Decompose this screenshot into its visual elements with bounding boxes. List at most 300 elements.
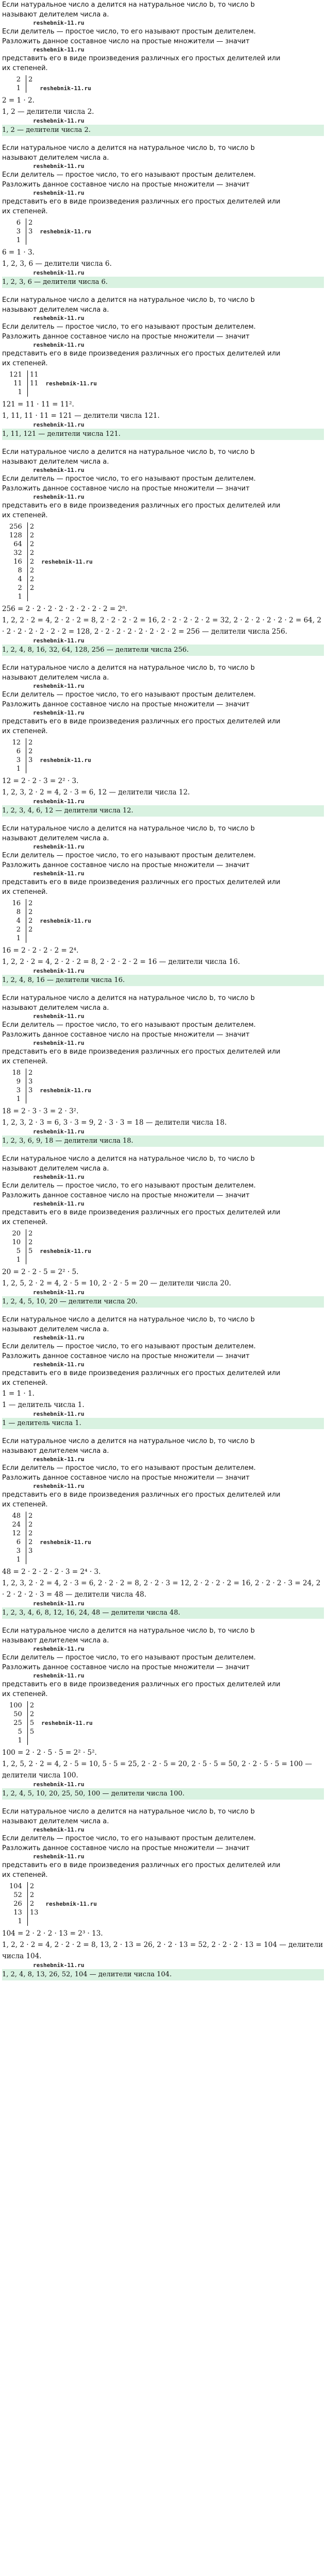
factorization-row xyxy=(7,584,97,592)
prime-factor-cell: 2 xyxy=(29,549,35,557)
dividend-cell: 121 xyxy=(7,370,27,379)
watermark: reshebnik-11.ru xyxy=(33,269,85,276)
watermark: reshebnik-11.ru xyxy=(33,315,85,321)
intro-line: представить его в виде произведения различных его простых делителей или xyxy=(2,1209,281,1216)
intro-line: Разложить данное составное число на простые множители — значит xyxy=(2,1031,250,1039)
factorization-table xyxy=(7,1069,96,1104)
answer-line: 1, 2, 4, 5, 10, 20 — делители числа 20. xyxy=(2,1296,324,1308)
factorization-row xyxy=(7,575,97,584)
intro-line: Разложить данное составное число на простые множители — значит xyxy=(2,1192,250,1199)
intro-line: Если делитель — простое число, то его называют простым делителем. xyxy=(2,1654,256,1662)
factorization-row xyxy=(7,227,96,236)
dividend-cell: 4 xyxy=(7,917,26,925)
intro-line: представить его в виде произведения различных его простых делителей или xyxy=(2,198,281,206)
watermark: reshebnik-11.ru xyxy=(33,1646,85,1652)
intro-line: называют делителем числа a. xyxy=(2,11,109,19)
intro-line: Если делитель — простое число, то его называют простым делителем. xyxy=(2,171,256,179)
prime-factor-cell: 3 xyxy=(28,1087,33,1094)
dividend-cell: 16 xyxy=(7,557,27,566)
intro-line: их степеней. xyxy=(2,1058,48,1065)
dividend-cell: 24 xyxy=(7,1520,26,1529)
intro-line: Если натуральное число a делится на натуральное число b, то число b xyxy=(2,448,255,456)
dividend-cell: 5 xyxy=(7,1727,27,1736)
prime-factor-cell: 2 xyxy=(29,575,35,583)
dividend-cell: 48 xyxy=(7,1512,26,1520)
factorization-row xyxy=(7,549,97,557)
prime-factor-cell: 2 xyxy=(28,900,33,907)
dividend-cell: 100 xyxy=(7,1701,27,1710)
solution-line: 1, 2, 2 · 2 = 4, 2 · 2 · 2 = 8, 2 · 2 · 2 · 2 = 16, 2 · 2 · 2 · 2 · 2 = 32, 2 · 2 · 2 · 2 · 2 · 2 = 64, 2 · 2 · 2 · 2 · 2 · 2 · 2 = 128, 2 · 2 · 2 · 2 · 2 · 2 · 2 · 2 = 256 — делители числа 256. xyxy=(2,616,321,636)
factorization-row xyxy=(7,765,96,773)
intro-line: Разложить данное составное число на простые множители — значит xyxy=(2,38,250,45)
factorization-table xyxy=(7,1512,96,1564)
prime-factor-cell xyxy=(27,1917,43,1926)
factorization-row xyxy=(7,756,96,765)
watermark: reshebnik-11.ru xyxy=(33,1456,85,1463)
watermark: reshebnik-11.ru xyxy=(33,163,85,170)
answer-line: 1, 2 — делители числа 2. xyxy=(2,125,324,136)
intro-line: Если делитель — простое число, то его называют простым делителем. xyxy=(2,28,256,36)
watermark: reshebnik-11.ru xyxy=(45,380,97,387)
factorization-row xyxy=(7,1256,96,1264)
factorization-row xyxy=(7,522,97,531)
dividend-cell: 2 xyxy=(7,925,26,934)
factorization-row xyxy=(7,84,96,93)
solution-section xyxy=(2,663,324,817)
prime-factor-cell: 2 xyxy=(29,1900,35,1908)
intro-line: Разложить данное составное число на простые множители — значит xyxy=(2,181,250,189)
intro-line: называют делителем числа a. xyxy=(2,674,109,682)
prime-factor-cell: 2 xyxy=(28,1530,33,1537)
factorization-row xyxy=(7,738,96,747)
prime-factor-cell: 2 xyxy=(28,1069,33,1077)
solution-line: 121 = 11 · 11 = 11². xyxy=(2,400,74,409)
dividend-cell: 6 xyxy=(7,1538,26,1547)
watermark: reshebnik-11.ru xyxy=(33,1361,85,1368)
factorization-row xyxy=(7,1891,102,1900)
solution-line: 1, 11, 11 · 11 = 121 — делители числа 121. xyxy=(2,412,160,420)
prime-factor-cell: 3 xyxy=(28,228,33,235)
intro-line: называют делителем числа a. xyxy=(2,1326,109,1333)
prime-factor-cell: 2 xyxy=(28,748,33,755)
watermark: reshebnik-11.ru xyxy=(41,558,93,565)
watermark: reshebnik-11.ru xyxy=(33,1040,85,1046)
factorization-row xyxy=(7,236,96,245)
intro-line: Если натуральное число a делится на натуральное число b, то число b xyxy=(2,144,255,152)
solution-line: 1, 2, 3, 2 · 3 = 6, 3 · 3 = 9, 2 · 3 · 3 = 18 — делители числа 18. xyxy=(2,1118,227,1127)
solution-line: 16 = 2 · 2 · 2 · 2 = 2⁴. xyxy=(2,946,79,955)
answer-line: 1, 2, 3, 4, 6, 8, 12, 16, 24, 48 — делители числа 48. xyxy=(2,1607,324,1619)
prime-factor-cell: 2 xyxy=(29,1710,35,1718)
solution-section xyxy=(2,824,324,986)
factorization-row xyxy=(7,925,96,934)
solution-line: 12 = 2 · 2 · 3 = 2² · 3. xyxy=(2,777,79,785)
factorization-row xyxy=(7,1538,96,1547)
dividend-cell: 1 xyxy=(7,388,27,397)
prime-factor-cell xyxy=(26,765,38,773)
dividend-cell: 20 xyxy=(7,1229,26,1238)
watermark: reshebnik-11.ru xyxy=(33,1962,85,1969)
intro-line: Если натуральное число a делится на натуральное число b, то число b xyxy=(2,1627,255,1635)
answer-line: 1, 2, 4, 5, 10, 20, 25, 50, 100 — делители числа 100. xyxy=(2,1788,324,1800)
dividend-cell: 50 xyxy=(7,1710,27,1719)
intro-line: называют делителем числа a. xyxy=(2,835,109,842)
factorization-row xyxy=(7,908,96,917)
prime-factor-cell xyxy=(26,236,38,245)
intro-line: представить его в виде произведения различных его простых делителей или xyxy=(2,502,281,510)
prime-factor-cell: 3 xyxy=(28,1547,33,1555)
intro-line: Если натуральное число a делится на натуральное число b, то число b xyxy=(2,296,255,304)
prime-factor-cell: 2 xyxy=(29,1891,35,1899)
dividend-cell: 11 xyxy=(7,379,27,388)
watermark: reshebnik-11.ru xyxy=(33,637,85,644)
dividend-cell: 13 xyxy=(7,1908,27,1917)
prime-factor-cell: 2 xyxy=(28,1512,33,1520)
dividend-cell: 6 xyxy=(7,218,26,227)
prime-factor-cell: 2 xyxy=(29,567,35,574)
solution-line: 100 = 2 · 2 · 5 · 5 = 2² · 5². xyxy=(2,1749,97,1757)
watermark: reshebnik-11.ru xyxy=(33,1289,85,1296)
solution-section xyxy=(2,1626,324,1800)
dividend-cell: 10 xyxy=(7,1238,26,1247)
prime-factor-cell: 2 xyxy=(28,1538,33,1546)
prime-factor-cell xyxy=(26,1256,38,1264)
intro-line: Разложить данное составное число на простые множители — значит xyxy=(2,333,250,341)
factorization-row xyxy=(7,566,97,575)
dividend-cell: 16 xyxy=(7,899,26,908)
solution-line: 1, 2, 5, 2 · 2 = 4, 2 · 5 = 10, 2 · 2 · 5 = 20 — делители числа 20. xyxy=(2,1279,232,1287)
solution-line: 20 = 2 · 2 · 5 = 2² · 5. xyxy=(2,1268,79,1276)
solution-line: 18 = 2 · 3 · 3 = 2 · 3². xyxy=(2,1107,79,1115)
intro-line: их степеней. xyxy=(2,360,48,367)
watermark: reshebnik-11.ru xyxy=(33,968,85,974)
intro-line: Если натуральное число a делится на натуральное число b, то число b xyxy=(2,664,255,672)
factorization-row xyxy=(7,1229,96,1238)
dividend-cell: 18 xyxy=(7,1069,26,1077)
prime-factor-cell: 2 xyxy=(28,76,33,83)
dividend-cell: 32 xyxy=(7,549,27,557)
dividend-cell: 1 xyxy=(7,1736,27,1745)
solution-line: 6 = 1 · 3. xyxy=(2,248,35,257)
factorization-row xyxy=(7,1701,97,1710)
watermark: reshebnik-11.ru xyxy=(33,1483,85,1489)
answer-line: 1, 2, 3, 6 — делители числа 6. xyxy=(2,277,324,288)
watermark: reshebnik-11.ru xyxy=(33,1600,85,1607)
prime-factor-cell: 2 xyxy=(28,917,33,925)
intro-line: их степеней. xyxy=(2,1871,48,1879)
dividend-cell: 6 xyxy=(7,747,26,756)
prime-factor-cell: 2 xyxy=(29,532,35,539)
prime-factor-cell: 2 xyxy=(28,1239,33,1246)
prime-factor-cell xyxy=(27,592,39,601)
intro-line: Разложить данное составное число на простые множители — значит xyxy=(2,1474,250,1482)
solution-line: 1, 2, 5, 2 · 2 = 4, 2 · 5 = 10, 5 · 5 = 25, 2 · 2 · 5 = 20, 2 · 5 · 5 = 50, 2 · 2 · 5 · 5 = 100 — делители числа 100. xyxy=(2,1760,312,1780)
intro-line: представить его в виде произведения различных его простых делителей или xyxy=(2,718,281,725)
intro-line: их степеней. xyxy=(2,1379,48,1387)
dividend-cell: 128 xyxy=(7,531,27,540)
prime-factor-cell: 11 xyxy=(29,380,39,387)
intro-line: их степеней. xyxy=(2,512,48,519)
solution-section xyxy=(2,1807,324,1980)
prime-factor-cell: 2 xyxy=(28,908,33,916)
intro-line: Если натуральное число a делится на натуральное число b, то число b xyxy=(2,1,255,9)
watermark: reshebnik-11.ru xyxy=(40,85,91,92)
solution-line: 104 = 2 · 2 · 2 · 13 = 2³ · 13. xyxy=(2,1929,103,1938)
intro-line: представить его в виде произведения различных его простых делителей или xyxy=(2,1681,281,1688)
answer-line: 1, 2, 3, 6, 9, 18 — делители числа 18. xyxy=(2,1136,324,1147)
factorization-table xyxy=(7,1882,102,1926)
factorization-row xyxy=(7,379,102,388)
intro-line: представить его в виде произведения различных его простых делителей или xyxy=(2,878,281,886)
intro-line: Если делитель — простое число, то его называют простым делителем. xyxy=(2,323,256,331)
factorization-row xyxy=(7,1882,102,1891)
intro-line: представить его в виде произведения различных его простых делителей или xyxy=(2,350,281,358)
factorization-row xyxy=(7,899,96,908)
dividend-cell: 104 xyxy=(7,1882,27,1891)
prime-factor-cell xyxy=(27,1736,39,1745)
answer-line: 1 — делитель числа 1. xyxy=(2,1418,324,1429)
dividend-cell: 256 xyxy=(7,522,27,531)
solution-line: 1, 2, 3, 2 · 2 = 4, 2 · 3 = 6, 2 · 2 · 2 = 8, 2 · 2 · 3 = 12, 2 · 2 · 2 · 2 = 16, 2 · 2 · 2 · 3 = 24, 2 · 2 · 2 · 2 · 3 = 48 — делители числа 48. xyxy=(2,1579,321,1599)
factorization-table xyxy=(7,75,96,93)
dividend-cell: 52 xyxy=(7,1891,27,1900)
watermark: reshebnik-11.ru xyxy=(33,1200,85,1207)
intro-line: Разложить данное составное число на простые множители — значит xyxy=(2,1352,250,1360)
watermark: reshebnik-11.ru xyxy=(33,1411,85,1417)
watermark: reshebnik-11.ru xyxy=(33,1672,85,1679)
prime-factor-cell xyxy=(26,84,38,93)
intro-line: называют делителем числа a. xyxy=(2,1004,109,1012)
solution-section xyxy=(2,447,324,656)
watermark: reshebnik-11.ru xyxy=(33,798,85,805)
factorization-row xyxy=(7,1529,96,1538)
factorization-row xyxy=(7,1555,96,1564)
factorization-row xyxy=(7,1095,96,1104)
watermark: reshebnik-11.ru xyxy=(40,757,91,764)
prime-factor-cell xyxy=(26,1555,38,1564)
solution-section xyxy=(2,0,324,136)
factorization-row xyxy=(7,370,102,379)
watermark: reshebnik-11.ru xyxy=(33,342,85,348)
prime-factor-cell xyxy=(26,934,38,943)
intro-line: их степеней. xyxy=(2,1501,48,1509)
prime-factor-cell: 13 xyxy=(29,1909,39,1917)
intro-line: Если натуральное число a делится на натуральное число b, то число b xyxy=(2,1808,255,1816)
intro-line: Если делитель — простое число, то его называют простым делителем. xyxy=(2,852,256,859)
factorization-row xyxy=(7,1512,96,1520)
factorization-table xyxy=(7,1701,98,1745)
prime-factor-cell: 3 xyxy=(28,756,33,764)
intro-line: их степеней. xyxy=(2,727,48,735)
factorization-row xyxy=(7,1238,96,1247)
solution-line: 48 = 2 · 2 · 2 · 2 · 3 = 2⁴ · 3. xyxy=(2,1568,101,1576)
intro-line: называют делителем числа a. xyxy=(2,306,109,314)
dividend-cell: 25 xyxy=(7,1719,27,1727)
factorization-row xyxy=(7,218,96,227)
solution-line: 1, 2, 3, 2 · 2 = 4, 2 · 3 = 6, 12 — делители числа 12. xyxy=(2,788,190,796)
dividend-cell: 3 xyxy=(7,1547,26,1555)
prime-factor-cell: 5 xyxy=(29,1719,35,1727)
factorization-table xyxy=(7,1229,96,1264)
intro-line: представить его в виде произведения различных его простых делителей или xyxy=(2,1491,281,1499)
dividend-cell: 2 xyxy=(7,584,27,592)
prime-factor-cell xyxy=(26,1095,38,1104)
watermark: reshebnik-11.ru xyxy=(33,421,85,428)
intro-line: Если делитель — простое число, то его называют простым делителем. xyxy=(2,691,256,699)
watermark: reshebnik-11.ru xyxy=(33,1334,85,1341)
dividend-cell: 3 xyxy=(7,756,26,765)
answer-line: 1, 2, 3, 4, 6, 12 — делители числа 12. xyxy=(2,805,324,817)
solution-section xyxy=(2,1436,324,1619)
dividend-cell: 1 xyxy=(7,84,26,93)
factorization-row xyxy=(7,388,102,397)
intro-line: называют делителем числа a. xyxy=(2,1637,109,1645)
watermark: reshebnik-11.ru xyxy=(41,1720,93,1726)
intro-line: Если делитель — простое число, то его называют простым делителем. xyxy=(2,1343,256,1350)
dividend-cell: 1 xyxy=(7,236,26,245)
solution-line: 1 = 1 · 1. xyxy=(2,1389,35,1398)
factorization-row xyxy=(7,1710,97,1719)
intro-line: Если натуральное число a делится на натуральное число b, то число b xyxy=(2,825,255,833)
dividend-cell: 12 xyxy=(7,738,26,747)
prime-factor-cell: 5 xyxy=(29,1728,35,1736)
watermark: reshebnik-11.ru xyxy=(33,1128,85,1135)
solution-section xyxy=(2,295,324,440)
factorization-row xyxy=(7,1917,102,1926)
intro-line: их степеней. xyxy=(2,1690,48,1698)
watermark: reshebnik-11.ru xyxy=(33,20,85,26)
watermark: reshebnik-11.ru xyxy=(33,709,85,716)
factorization-row xyxy=(7,1077,96,1086)
solution-line: 1, 2 — делители числа 2. xyxy=(2,108,94,116)
factorization-row xyxy=(7,1247,96,1256)
answer-line: 1, 2, 4, 8, 16 — делители числа 16. xyxy=(2,975,324,986)
intro-line: представить его в виде произведения различных его простых делителей или xyxy=(2,1048,281,1056)
factorization-row xyxy=(7,1086,96,1095)
solution-line: 1, 2, 2 · 2 = 4, 2 · 2 · 2 = 8, 13, 2 · 13 = 26, 2 · 2 · 13 = 52, 2 · 2 · 2 · 13 = 104 — делители числа 104. xyxy=(2,1941,323,1960)
intro-line: Если делитель — простое число, то его называют простым делителем. xyxy=(2,475,256,483)
prime-factor-cell: 2 xyxy=(29,540,35,548)
intro-line: представить его в виде произведения различных его простых делителей или xyxy=(2,1369,281,1377)
factorization-row xyxy=(7,1736,97,1745)
watermark: reshebnik-11.ru xyxy=(33,117,85,124)
dividend-cell: 1 xyxy=(7,1555,26,1564)
prime-factor-cell: 2 xyxy=(29,523,35,531)
dividend-cell: 8 xyxy=(7,566,27,575)
intro-line: Если делитель — простое число, то его называют простым делителем. xyxy=(2,1464,256,1472)
solution-line: 1, 2, 2 · 2 = 4, 2 · 2 · 2 = 8, 2 · 2 · 2 · 2 = 16 — делители числа 16. xyxy=(2,958,240,966)
intro-line: называют делителем числа a. xyxy=(2,1447,109,1455)
watermark: reshebnik-11.ru xyxy=(33,467,85,473)
solution-section xyxy=(2,993,324,1147)
prime-factor-cell: 2 xyxy=(28,739,33,747)
intro-line: их степеней. xyxy=(2,1218,48,1226)
intro-line: их степеней. xyxy=(2,64,48,72)
factorization-row xyxy=(7,1547,96,1555)
intro-line: называют делителем числа a. xyxy=(2,1165,109,1173)
dividend-cell: 12 xyxy=(7,1529,26,1538)
prime-factor-cell xyxy=(27,388,43,397)
factorization-row xyxy=(7,531,97,540)
factorization-row xyxy=(7,917,96,925)
factorization-row xyxy=(7,1908,102,1917)
factorization-table xyxy=(7,899,96,943)
prime-factor-cell: 2 xyxy=(28,1521,33,1529)
factorization-row xyxy=(7,1069,96,1077)
dividend-cell: 64 xyxy=(7,540,27,549)
factorization-row xyxy=(7,1719,97,1727)
dividend-cell: 8 xyxy=(7,908,26,917)
factorization-row xyxy=(7,1727,97,1736)
intro-line: Если натуральное число a делится на натуральное число b, то число b xyxy=(2,1316,255,1324)
prime-factor-cell: 2 xyxy=(29,558,35,566)
intro-line: Если делитель — простое число, то его называют простым делителем. xyxy=(2,1835,256,1842)
intro-line: Если натуральное число a делится на натуральное число b, то число b xyxy=(2,994,255,1002)
dividend-cell: 1 xyxy=(7,592,27,601)
dividend-cell: 9 xyxy=(7,1077,26,1086)
watermark: reshebnik-11.ru xyxy=(40,1248,91,1255)
intro-line: называют делителем числа a. xyxy=(2,154,109,162)
factorization-row xyxy=(7,1520,96,1529)
intro-line: называют делителем числа a. xyxy=(2,1818,109,1825)
factorization-row xyxy=(7,592,97,601)
prime-factor-cell: 2 xyxy=(28,1230,33,1238)
dividend-cell: 4 xyxy=(7,575,27,584)
factorization-table xyxy=(7,218,96,245)
watermark: reshebnik-11.ru xyxy=(33,1013,85,1020)
prime-factor-cell: 2 xyxy=(29,1702,35,1709)
dividend-cell: 3 xyxy=(7,227,26,236)
intro-line: представить его в виде произведения различных его простых делителей или xyxy=(2,1861,281,1869)
intro-line: Если делитель — простое число, то его называют простым делителем. xyxy=(2,1021,256,1029)
factorization-row xyxy=(7,540,97,549)
watermark: reshebnik-11.ru xyxy=(45,1901,97,1907)
intro-line: Если натуральное число a делится на натуральное число b, то число b xyxy=(2,1155,255,1163)
solution-line: 256 = 2 · 2 · 2 · 2 · 2 · 2 · 2 · 2 = 2⁸. xyxy=(2,605,127,613)
solution-line: 1, 2, 3, 6 — делители числа 6. xyxy=(2,260,112,268)
solution-section xyxy=(2,1154,324,1308)
watermark: reshebnik-11.ru xyxy=(33,190,85,196)
dividend-cell: 1 xyxy=(7,1256,26,1264)
factorization-row xyxy=(7,1900,102,1908)
prime-factor-cell: 2 xyxy=(29,1883,35,1890)
factorization-row xyxy=(7,747,96,756)
prime-factor-cell: 2 xyxy=(28,219,33,227)
factorization-table xyxy=(7,370,102,397)
dividend-cell: 5 xyxy=(7,1247,26,1256)
dividend-cell: 1 xyxy=(7,1095,26,1104)
watermark: reshebnik-11.ru xyxy=(33,1826,85,1833)
watermark: reshebnik-11.ru xyxy=(33,494,85,500)
dividend-cell: 26 xyxy=(7,1900,27,1908)
intro-line: Разложить данное составное число на простые множители — значит xyxy=(2,701,250,708)
prime-factor-cell: 2 xyxy=(28,926,33,934)
intro-line: Если натуральное число a делится на натуральное число b, то число b xyxy=(2,1437,255,1445)
watermark: reshebnik-11.ru xyxy=(33,870,85,877)
intro-line: представить его в виде произведения различных его простых делителей или xyxy=(2,55,281,62)
intro-line: их степеней. xyxy=(2,888,48,896)
intro-line: их степеней. xyxy=(2,208,48,215)
factorization-table xyxy=(7,738,96,773)
intro-line: Разложить данное составное число на простые множители — значит xyxy=(2,1664,250,1671)
intro-line: Разложить данное составное число на простые множители — значит xyxy=(2,485,250,493)
dividend-cell: 3 xyxy=(7,1086,26,1095)
factorization-table xyxy=(7,522,98,601)
watermark: reshebnik-11.ru xyxy=(33,843,85,850)
factorization-row xyxy=(7,557,97,566)
intro-line: Разложить данное составное число на простые множители — значит xyxy=(2,1844,250,1852)
watermark: reshebnik-11.ru xyxy=(33,1174,85,1180)
